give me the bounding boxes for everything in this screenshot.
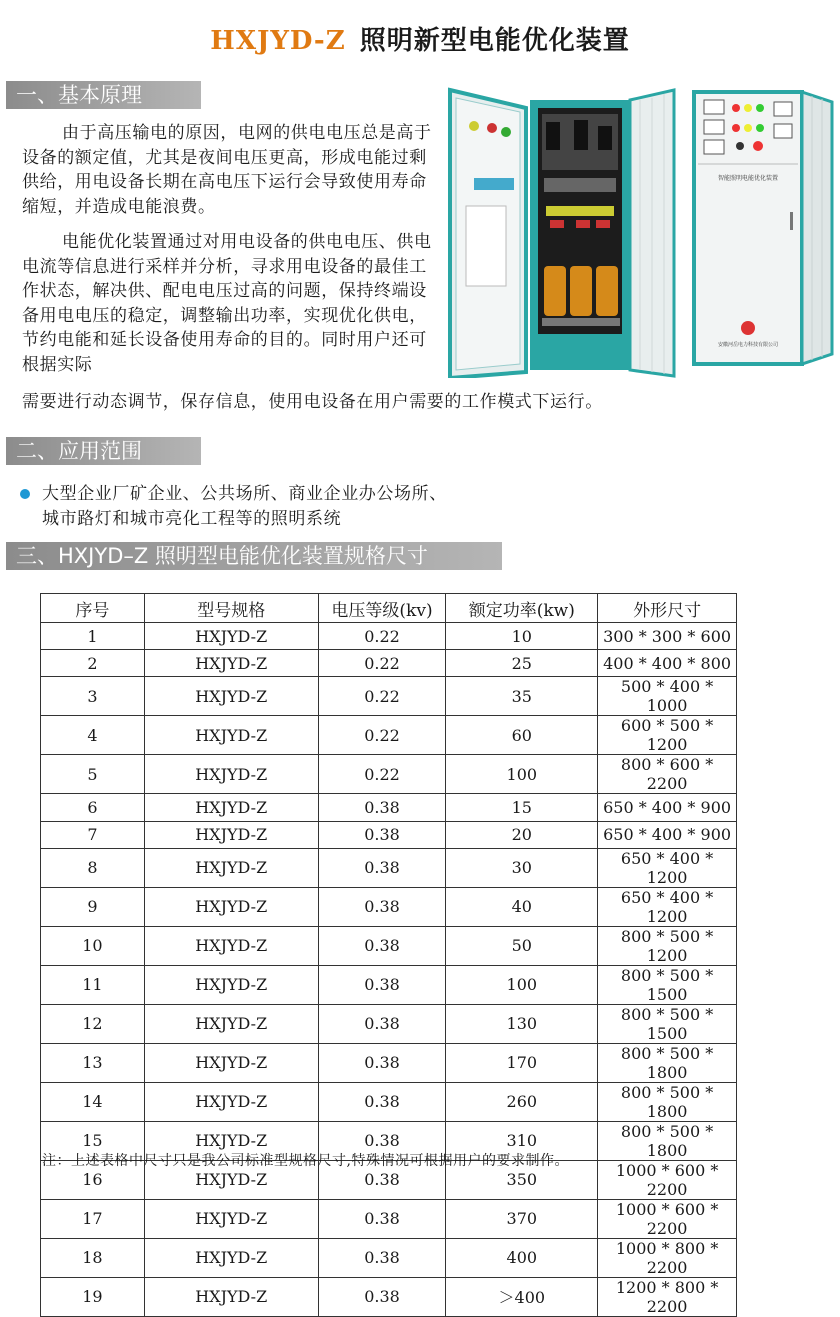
cell-model: HXJYD-Z — [144, 650, 318, 677]
cell-dimensions: 800 * 500 * 1200 — [598, 926, 737, 965]
table-row — [41, 677, 737, 716]
bullet-icon — [20, 489, 30, 499]
cell-dimensions: 800 * 500 * 1500 — [598, 965, 737, 1004]
cell-power: ＞400 — [446, 1277, 598, 1316]
cell-model: HXJYD-Z — [144, 1043, 318, 1082]
cell-index: 4 — [41, 716, 145, 755]
cell-index: 11 — [41, 965, 145, 1004]
cell-voltage: 0.38 — [318, 1160, 446, 1199]
spec-table-header — [41, 594, 737, 623]
cell-model: HXJYD-Z — [144, 848, 318, 887]
cell-voltage: 0.38 — [318, 1004, 446, 1043]
cell-power: 30 — [446, 848, 598, 887]
cell-model: HXJYD-Z — [144, 887, 318, 926]
cell-index: 6 — [41, 794, 145, 821]
cell-index: 2 — [41, 650, 145, 677]
principle-paragraph-3: 需要进行动态调节，保存信息，使用电设备在用户需要的工作模式下运行。 — [22, 392, 603, 412]
cell-model: HXJYD-Z — [144, 677, 318, 716]
cell-dimensions: 1000 * 600 * 2200 — [598, 1199, 737, 1238]
cell-dimensions: 800 * 500 * 1800 — [598, 1082, 737, 1121]
cell-dimensions: 400 * 400 * 800 — [598, 650, 737, 677]
cell-power: 130 — [446, 1004, 598, 1043]
title-name: 照明新型电能优化装置 — [359, 26, 630, 56]
cell-model: HXJYD-Z — [144, 716, 318, 755]
open-cabinet-image — [446, 86, 678, 378]
cell-model: HXJYD-Z — [144, 1082, 318, 1121]
table-row — [41, 848, 737, 887]
table-row — [41, 755, 737, 794]
table-row — [41, 1004, 737, 1043]
header-dimensions: 外形尺寸 — [598, 594, 737, 623]
section-header-principle: 一、基本原理 — [6, 81, 201, 109]
cell-dimensions: 300 * 300 * 600 — [598, 623, 737, 650]
cell-model: HXJYD-Z — [144, 1238, 318, 1277]
cell-voltage: 0.38 — [318, 1238, 446, 1277]
header-voltage: 电压等级(kv) — [318, 594, 446, 623]
page-title — [0, 20, 840, 57]
cell-power: 310 — [446, 1121, 598, 1160]
cell-model: HXJYD-Z — [144, 623, 318, 650]
cell-index: 17 — [41, 1199, 145, 1238]
section-header-application: 二、应用范围 — [6, 437, 201, 465]
cell-power: 400 — [446, 1238, 598, 1277]
cell-voltage: 0.38 — [318, 794, 446, 821]
cell-voltage: 0.38 — [318, 965, 446, 1004]
cell-index: 18 — [41, 1238, 145, 1277]
cell-power: 40 — [446, 887, 598, 926]
cell-voltage: 0.38 — [318, 848, 446, 887]
header-model: 型号规格 — [144, 594, 318, 623]
header-index: 序号 — [41, 594, 145, 623]
cell-voltage: 0.38 — [318, 1121, 446, 1160]
table-row — [41, 1082, 737, 1121]
cell-power: 15 — [446, 794, 598, 821]
principle-paragraph-2: 电能优化装置通过对用电设备的供电电压、供电电流等信息进行采样并分析，寻求用电设备的最佳工作状态，解决供、配电电压过高的问题，保持终端设备用电电压的稳定，调整输出功率，实现优化供电，节约电能和延长设备使用寿命的目的。同时用户还可根据实际 — [22, 232, 432, 375]
cell-index: 5 — [41, 755, 145, 794]
cell-voltage: 0.38 — [318, 1043, 446, 1082]
cell-dimensions: 800 * 600 * 2200 — [598, 755, 737, 794]
cell-power: 10 — [446, 623, 598, 650]
header-power: 额定功率(kw) — [446, 594, 598, 623]
cell-voltage: 0.38 — [318, 1082, 446, 1121]
cell-model: HXJYD-Z — [144, 965, 318, 1004]
application-list — [20, 482, 447, 532]
table-row — [41, 926, 737, 965]
spec-table — [40, 593, 737, 1317]
cell-dimensions: 650 * 400 * 1200 — [598, 848, 737, 887]
application-line-2: 城市路灯和城市亮化工程等的照明系统 — [42, 509, 342, 529]
cell-dimensions: 500 * 400 * 1000 — [598, 677, 737, 716]
table-row — [41, 821, 737, 848]
cell-power: 20 — [446, 821, 598, 848]
cell-dimensions: 650 * 400 * 1200 — [598, 887, 737, 926]
cell-voltage: 0.22 — [318, 755, 446, 794]
cell-index: 1 — [41, 623, 145, 650]
cell-index: 19 — [41, 1277, 145, 1316]
table-row — [41, 887, 737, 926]
closed-cabinet-image — [690, 88, 836, 368]
cell-voltage: 0.38 — [318, 887, 446, 926]
section-header-spec: 三、HXJYD–Z 照明型电能优化装置规格尺寸 — [6, 542, 502, 570]
cell-index: 8 — [41, 848, 145, 887]
cell-dimensions: 800 * 500 * 1500 — [598, 1004, 737, 1043]
cell-voltage: 0.38 — [318, 926, 446, 965]
cell-dimensions: 800 * 500 * 1800 — [598, 1043, 737, 1082]
cell-index: 16 — [41, 1160, 145, 1199]
cell-index: 3 — [41, 677, 145, 716]
cell-power: 60 — [446, 716, 598, 755]
cell-voltage: 0.22 — [318, 650, 446, 677]
application-line-1: 大型企业厂矿企业、公共场所、商业企业办公场所、 — [42, 484, 447, 504]
cell-power: 350 — [446, 1160, 598, 1199]
cell-model: HXJYD-Z — [144, 755, 318, 794]
cell-index: 15 — [41, 1121, 145, 1160]
cell-index: 13 — [41, 1043, 145, 1082]
cabinet-label: 智能照明电能优化装置 — [717, 175, 779, 182]
cell-voltage: 0.22 — [318, 716, 446, 755]
cell-dimensions: 650 * 400 * 900 — [598, 821, 737, 848]
cell-voltage: 0.38 — [318, 1199, 446, 1238]
cell-dimensions: 1200 * 800 * 2200 — [598, 1277, 737, 1316]
cell-power: 260 — [446, 1082, 598, 1121]
cabinet-company: 安徽河岳电力科技有限公司 — [717, 342, 779, 348]
cell-dimensions: 650 * 400 * 900 — [598, 794, 737, 821]
cell-voltage: 0.22 — [318, 623, 446, 650]
cell-dimensions: 1000 * 800 * 2200 — [598, 1238, 737, 1277]
cell-voltage: 0.38 — [318, 1277, 446, 1316]
cell-index: 14 — [41, 1082, 145, 1121]
table-row — [41, 1043, 737, 1082]
cell-model: HXJYD-Z — [144, 1160, 318, 1199]
cell-index: 7 — [41, 821, 145, 848]
table-note: 注：上述表格中尺寸只是我公司标准型规格尺寸,特殊情况可根据用户的要求制作。 — [42, 1153, 569, 1169]
table-row — [41, 1238, 737, 1277]
cell-model: HXJYD-Z — [144, 1199, 318, 1238]
title-model: HXJYD-Z — [210, 26, 346, 56]
table-row — [41, 623, 737, 650]
table-row — [41, 965, 737, 1004]
cell-power: 35 — [446, 677, 598, 716]
cell-voltage: 0.38 — [318, 821, 446, 848]
cell-index: 12 — [41, 1004, 145, 1043]
table-row — [41, 794, 737, 821]
cell-power: 50 — [446, 926, 598, 965]
cell-power: 170 — [446, 1043, 598, 1082]
cell-power: 370 — [446, 1199, 598, 1238]
table-row — [41, 716, 737, 755]
cell-model: HXJYD-Z — [144, 1277, 318, 1316]
cell-index: 9 — [41, 887, 145, 926]
cell-model: HXJYD-Z — [144, 926, 318, 965]
cell-model: HXJYD-Z — [144, 794, 318, 821]
cell-model: HXJYD-Z — [144, 1004, 318, 1043]
cell-power: 25 — [446, 650, 598, 677]
cell-dimensions: 600 * 500 * 1200 — [598, 716, 737, 755]
cell-dimensions: 1000 * 600 * 2200 — [598, 1160, 737, 1199]
table-row — [41, 1199, 737, 1238]
principle-paragraph-1: 由于高压输电的原因，电网的供电电压总是高于设备的额定值，尤其是夜间电压更高，形成电能过剩供给，用电设备长期在高电压下运行会导致使用寿命缩短，并造成电能浪费。 — [22, 123, 432, 217]
cell-model: HXJYD-Z — [144, 821, 318, 848]
cell-power: 100 — [446, 965, 598, 1004]
cell-power: 100 — [446, 755, 598, 794]
cell-index: 10 — [41, 926, 145, 965]
cell-dimensions: 800 * 500 * 1800 — [598, 1121, 737, 1160]
cell-model: HXJYD-Z — [144, 1121, 318, 1160]
table-row — [41, 650, 737, 677]
table-row — [41, 1277, 737, 1316]
cell-voltage: 0.22 — [318, 677, 446, 716]
